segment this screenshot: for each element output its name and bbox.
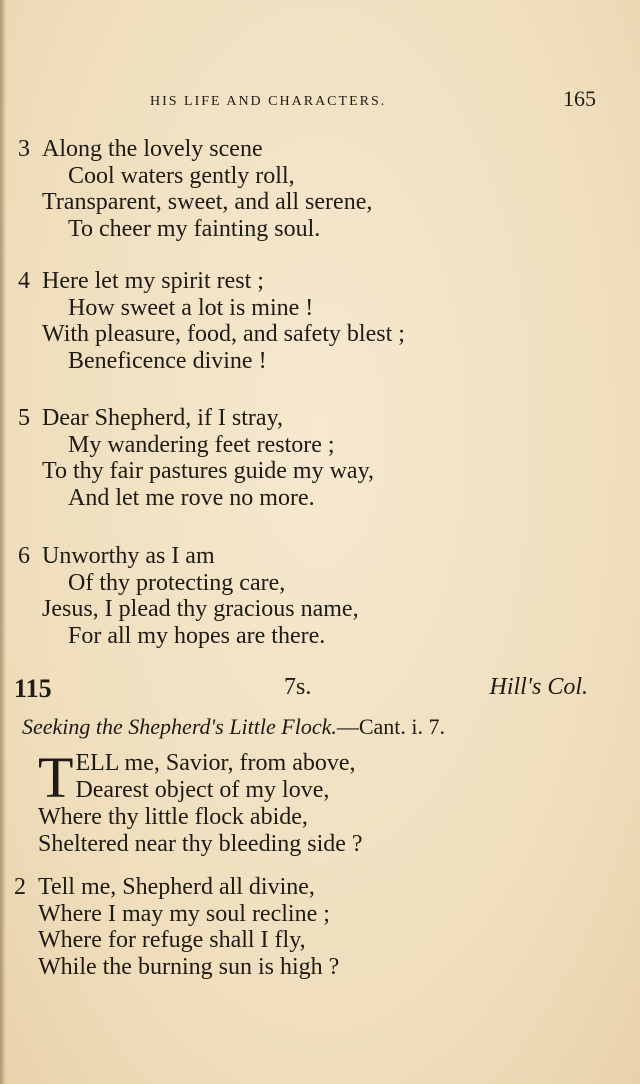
hymn-subtitle-title: Seeking the Shepherd's Little Flock. [22, 714, 337, 739]
verse-line: And let me rove no more. [68, 484, 315, 511]
verse-line: Tell me, Shepherd all divine, [38, 874, 315, 900]
verse-line: Of thy protecting care, [68, 569, 286, 596]
stanza-number: 2 [14, 874, 26, 900]
verse-line: Along the lovely scene [42, 136, 263, 162]
hymn115-stanza-2 [14, 874, 339, 980]
verse-line: Dear Shepherd, if I stray, [42, 405, 284, 431]
running-title: HIS LIFE AND CHARACTERS. [150, 94, 387, 109]
verse-line: While the burning sun is high ? [38, 953, 340, 980]
verse-line: ELL me, Savior, from above, [75, 750, 356, 776]
drop-cap: T [38, 745, 74, 810]
verse-line: Here let my spirit rest ; [42, 268, 264, 294]
verse-line: To thy fair pastures guide my way, [42, 458, 375, 484]
verse-line: Beneficence divine ! [68, 347, 267, 374]
hymn-subtitle [22, 714, 445, 740]
verse-line: Transparent, sweet, and all serene, [42, 189, 373, 215]
verse-line: My wandering feet restore ; [68, 431, 335, 458]
verse-line: Dearest object of my love, [75, 776, 330, 803]
stanza-number: 6 [18, 543, 30, 569]
page-number: 165 [563, 86, 596, 111]
running-head [150, 86, 600, 111]
stanza-6 [18, 543, 359, 649]
hymn-meter: 7s. [284, 674, 312, 700]
hymn115-stanza-1 [38, 745, 363, 857]
stanza-number: 4 [18, 268, 30, 294]
verse-line: Where I may my soul recline ; [38, 900, 330, 927]
stanza-number: 3 [18, 136, 30, 162]
verse-line: Where thy little flock abide, [38, 804, 308, 830]
verse-line: With pleasure, food, and safety blest ; [42, 321, 405, 347]
hymn-tune: Hill's Col. [489, 674, 588, 700]
verse-line: Sheltered near thy bleeding side ? [38, 830, 363, 857]
stanza-number: 5 [18, 405, 30, 431]
hymn-heading [14, 674, 588, 704]
verse-line: Where for refuge shall I fly, [38, 927, 306, 953]
hymn-number: 115 [14, 674, 52, 703]
verse-line: To cheer my fainting soul. [68, 215, 321, 242]
stanza-5 [18, 405, 374, 511]
hymn-subtitle-reference: —Cant. i. 7. [336, 714, 446, 739]
verse-line: Unworthy as I am [42, 543, 215, 569]
verse-line: For all my hopes are there. [68, 622, 326, 649]
stanza-4 [18, 268, 405, 374]
page-spine-shadow [0, 0, 6, 1084]
verse-line: How sweet a lot is mine ! [68, 294, 314, 321]
stanza-3 [18, 136, 372, 242]
verse-line: Cool waters gently roll, [68, 162, 295, 189]
verse-line: Jesus, I plead thy gracious name, [42, 596, 359, 622]
